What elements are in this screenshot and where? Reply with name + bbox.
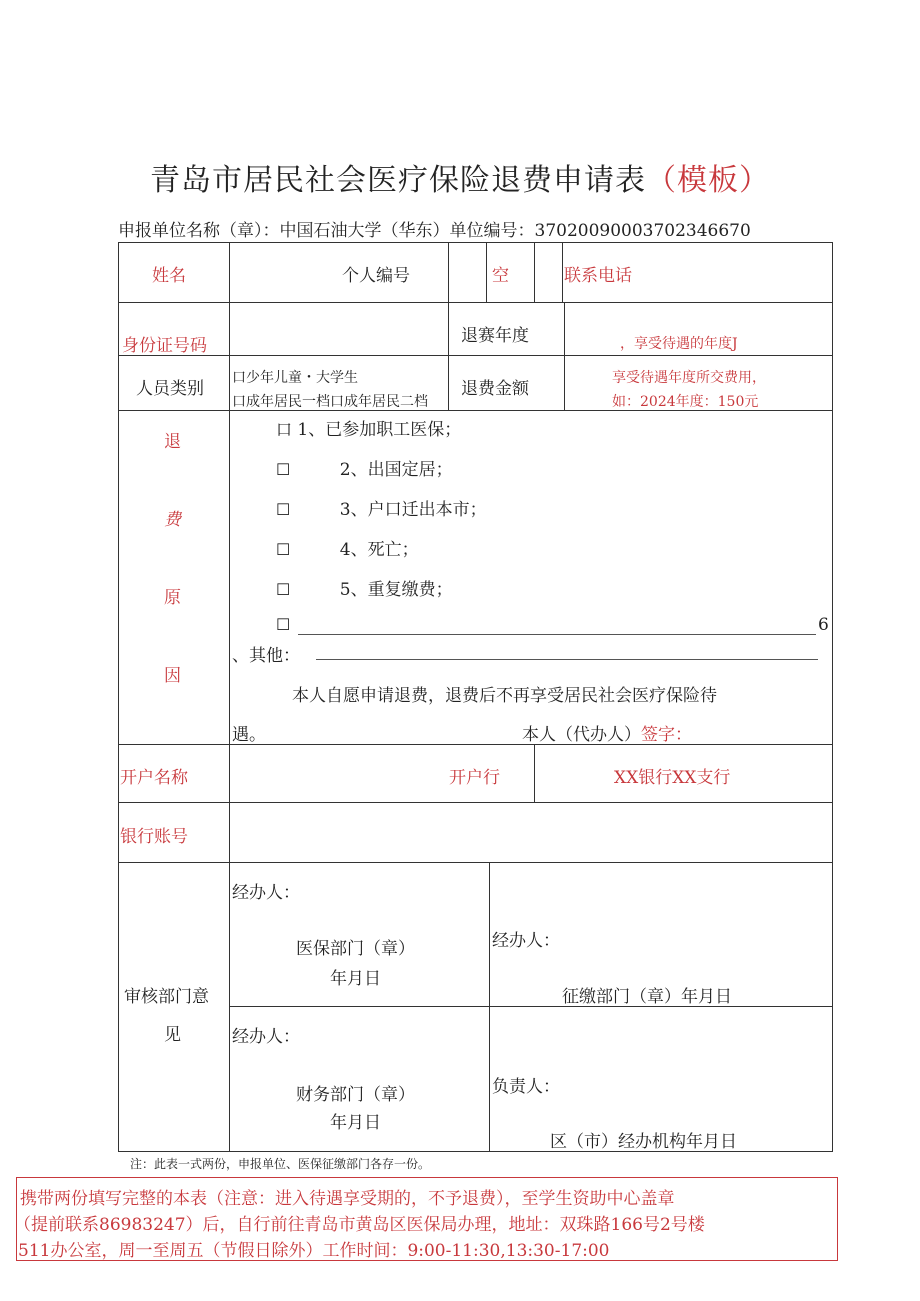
page-title: [0, 155, 920, 199]
idcard-label: 身份证号码: [122, 336, 207, 356]
checkbox-icon[interactable]: ☐: [276, 460, 291, 479]
category-option-adult[interactable]: 口成年居民一档口成年居民二档: [232, 394, 428, 410]
reason-option-text: 3、户口迁出本市；: [339, 500, 487, 520]
statement-line-1: 本人自愿申请退费，退费后不再享受居民社会医疗保险待: [292, 686, 717, 706]
reason-option-text: 5、重复缴费；: [339, 580, 453, 600]
finance-dept-stamp: 财务部门（章）: [296, 1085, 415, 1105]
collection-dept-stamp: 征缴部门（章）年月日: [562, 987, 732, 1007]
reason-label-char: 退: [164, 432, 181, 452]
reason-label-char: 因: [164, 666, 181, 686]
notice-line-1: 携带两份填写完整的本表（注意：进入待遇享受期的，不予退费），至学生资助中心盖章: [20, 1189, 675, 1209]
checkbox-icon[interactable]: ☐: [276, 615, 291, 634]
reason-label-char: 原: [164, 588, 181, 608]
collection-handler-label: 经办人：: [492, 931, 560, 951]
reason-option-text: 1、已参加职工医保；: [297, 420, 462, 440]
bank-value: XX银行XX支行: [614, 768, 731, 788]
account-no-input[interactable]: [236, 810, 826, 856]
account-name-label: 开户名称: [120, 768, 188, 788]
finance-date: 年月日: [330, 1113, 381, 1133]
category-label: 人员类别: [136, 379, 204, 399]
checkbox-icon[interactable]: ☐: [276, 500, 291, 519]
refund-year-label: 退赛年度: [461, 326, 529, 346]
reason-option-text: 4、死亡；: [339, 540, 419, 560]
reason-option-1[interactable]: [276, 415, 461, 440]
bank-label: 开户行: [449, 768, 500, 788]
refund-year-hint: ，享受待遇的年度J: [620, 336, 738, 352]
review-label-2: 见: [164, 1025, 181, 1045]
checkbox-icon[interactable]: 口: [276, 420, 293, 439]
notice-line-2: （提前联系86983247）后，自行前往青岛市黄岛区医保局办理，地址：双珠路166号2号楼: [14, 1215, 705, 1235]
medical-date: 年月日: [330, 969, 381, 989]
review-label-1: 审核部门意: [124, 987, 209, 1007]
account-no-label: 银行账号: [120, 827, 188, 847]
reason-option-3[interactable]: [276, 495, 487, 520]
category-option-student[interactable]: 口少年儿童・大学生: [232, 370, 358, 386]
empty-cell-text: 空: [492, 266, 509, 286]
notice-line-3: 511办公室，周一至周五（节假日除外）工作时间：9:00-11:30,13:30-17:00: [18, 1241, 610, 1261]
finance-handler-label: 经办人：: [232, 1027, 300, 1047]
reason-option-6-number: 6: [818, 615, 829, 635]
sign-label: 签字：: [641, 725, 692, 745]
other-reason-line-2[interactable]: [316, 659, 818, 660]
checkbox-icon[interactable]: ☐: [276, 540, 291, 559]
refund-amount-hint-2: 如：2024年度：150元: [612, 394, 759, 410]
name-label: 姓名: [152, 266, 186, 286]
title-main: 青岛市居民社会医疗保险退费申请表: [150, 163, 646, 198]
idcard-input[interactable]: [236, 308, 442, 350]
form-header: 申报单位名称（章）：中国石油大学（华东）单位编号：37020090003702346670: [118, 221, 751, 241]
title-suffix: （模板）: [646, 163, 770, 198]
reason-option-text: 2、出国定居；: [339, 460, 453, 480]
reason-option-4[interactable]: [276, 535, 419, 560]
phone-label: 联系电话: [564, 266, 632, 286]
personal-no-input[interactable]: [452, 252, 482, 296]
reason-option-2[interactable]: [276, 455, 453, 480]
other-reason-line-1[interactable]: [298, 634, 816, 635]
statement-line-2: 遇。: [232, 725, 266, 745]
medical-handler-label: 经办人：: [232, 883, 300, 903]
signature-field[interactable]: [522, 720, 692, 745]
refund-amount-hint-1: 享受待遇年度所交费用，: [612, 370, 766, 386]
checkbox-icon[interactable]: ☐: [276, 580, 291, 599]
refund-amount-label: 退费金额: [461, 379, 529, 399]
reason-option-5[interactable]: [276, 575, 453, 600]
name-input[interactable]: [236, 252, 442, 296]
responsible-person-label: 负责人：: [492, 1077, 560, 1097]
personal-no-label: 个人编号: [342, 266, 410, 286]
footnote: 注：此表一式两份，申报单位、医保征缴部门各存一份。: [130, 1157, 431, 1171]
medical-dept-stamp: 医保部门（章）: [296, 939, 415, 959]
reason-other-label: 、其他：: [232, 646, 300, 666]
reason-label-char: 费: [164, 510, 181, 530]
signer-label: 本人（代办人）: [522, 725, 641, 745]
agency-stamp: 区（市）经办机构年月日: [550, 1132, 737, 1152]
